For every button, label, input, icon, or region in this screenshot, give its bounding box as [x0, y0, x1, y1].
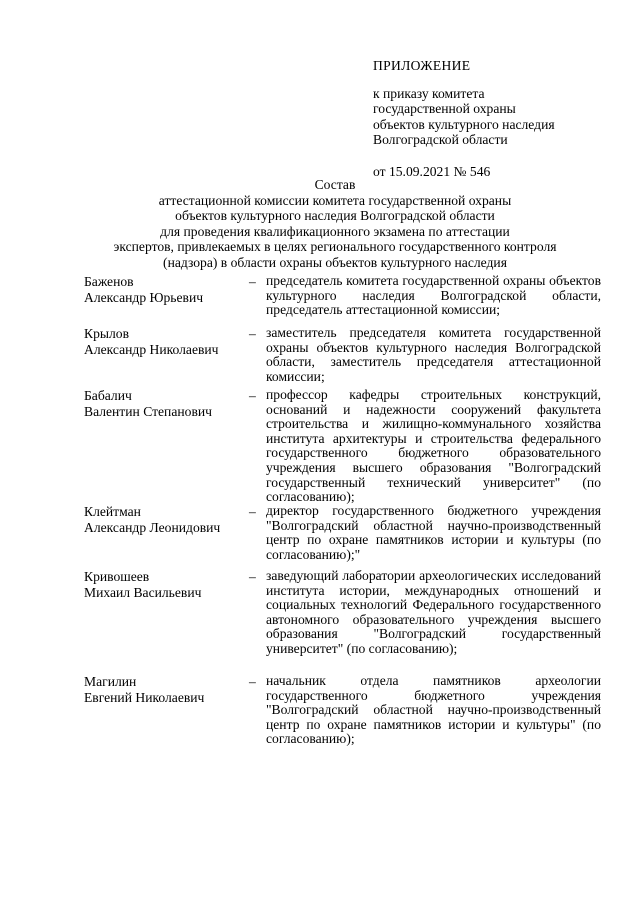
appendix-line: объектов культурного наследия: [373, 116, 555, 132]
heading-line: объектов культурного наследия Волгоградской области: [175, 208, 495, 223]
dash-separator: –: [249, 674, 256, 689]
order-date: от 15.09.2021 № 546: [373, 163, 491, 179]
member-surname: Бабалич: [84, 388, 132, 403]
heading-title: Состав: [314, 177, 356, 192]
member-name: [84, 274, 254, 305]
member-surname: Баженов: [84, 274, 134, 289]
member-entry: [84, 674, 601, 747]
member-surname: Кривошеев: [84, 569, 150, 584]
member-entry: [84, 388, 601, 504]
dash-separator: –: [249, 388, 256, 403]
appendix-line: государственной охраны: [373, 101, 516, 116]
member-entry: [84, 569, 601, 674]
member-name: [84, 504, 254, 535]
member-surname: Клейтман: [84, 504, 141, 519]
member-given-name: Евгений Николаевич: [84, 689, 205, 705]
dash-separator: –: [249, 569, 256, 584]
heading-line: экспертов, привлекаемых в целях регионального государственного контроля: [113, 239, 557, 254]
member-role: начальник отдела памятников археологии государственного бюджетного учреждения "Волгоградский областной научно-производственный центр по охране памятников истории и культуры" (по согласованию);: [266, 673, 601, 747]
member-name: [84, 674, 254, 705]
document-heading: [70, 177, 600, 270]
member-given-name: Валентин Степанович: [84, 403, 212, 419]
member-role: профессор кафедры строительных конструкций, оснований и надежности сооружений факультета строительства и жилищно-коммунального хозяйства института архитектуры и строительства федерального государственного бюджетного образовательного учреждения высшего образования "Волгоградский государственный технический университет" (по согласованию);: [266, 387, 601, 505]
member-given-name: Александр Леонидович: [84, 519, 221, 535]
member-given-name: Михаил Васильевич: [84, 584, 202, 600]
member-name: [84, 388, 254, 419]
dash-separator: –: [249, 504, 256, 519]
member-name: [84, 569, 254, 600]
member-role: заместитель председателя комитета государственной охраны объектов культурного наследия Волгоградской области, заместитель председателя аттестационной комиссии;: [266, 325, 601, 384]
member-entry: [84, 504, 601, 569]
heading-line: аттестационной комиссии комитета государственной охраны: [158, 192, 512, 208]
appendix-line: к приказу комитета: [373, 85, 485, 101]
appendix-title: ПРИЛОЖЕНИЕ: [373, 58, 471, 73]
heading-line: для проведения квалификационного экзамена по аттестации: [160, 223, 510, 239]
appendix-line: Волгоградской области: [373, 132, 508, 147]
member-role: директор государственного бюджетного учреждения "Волгоградский областной научно-производственный центр по охране памятников истории и культуры (по согласованию);": [266, 503, 601, 562]
member-role: заведующий лаборатории археологических исследований института истории, международных отношений и социальных технологий Федерального государственного автономного образовательного учреждения высшего образования "Волгоградский государственный университет" (по согласованию);: [266, 568, 601, 656]
member-surname: Крылов: [84, 326, 129, 341]
member-entry: [84, 326, 601, 388]
dash-separator: –: [249, 326, 256, 341]
dash-separator: –: [249, 274, 256, 289]
member-name: [84, 326, 254, 357]
member-surname: Магилин: [84, 674, 137, 689]
appendix-block: [373, 58, 555, 179]
member-role: председатель комитета государственной охраны объектов культурного наследия Волгоградской области, председатель аттестационной комиссии;: [266, 273, 601, 318]
member-entry: [84, 274, 601, 326]
member-given-name: Александр Юрьевич: [84, 289, 204, 305]
heading-line: (надзора) в области охраны объектов культурного наследия: [163, 254, 507, 270]
member-given-name: Александр Николаевич: [84, 341, 219, 357]
commission-members: [84, 274, 601, 747]
